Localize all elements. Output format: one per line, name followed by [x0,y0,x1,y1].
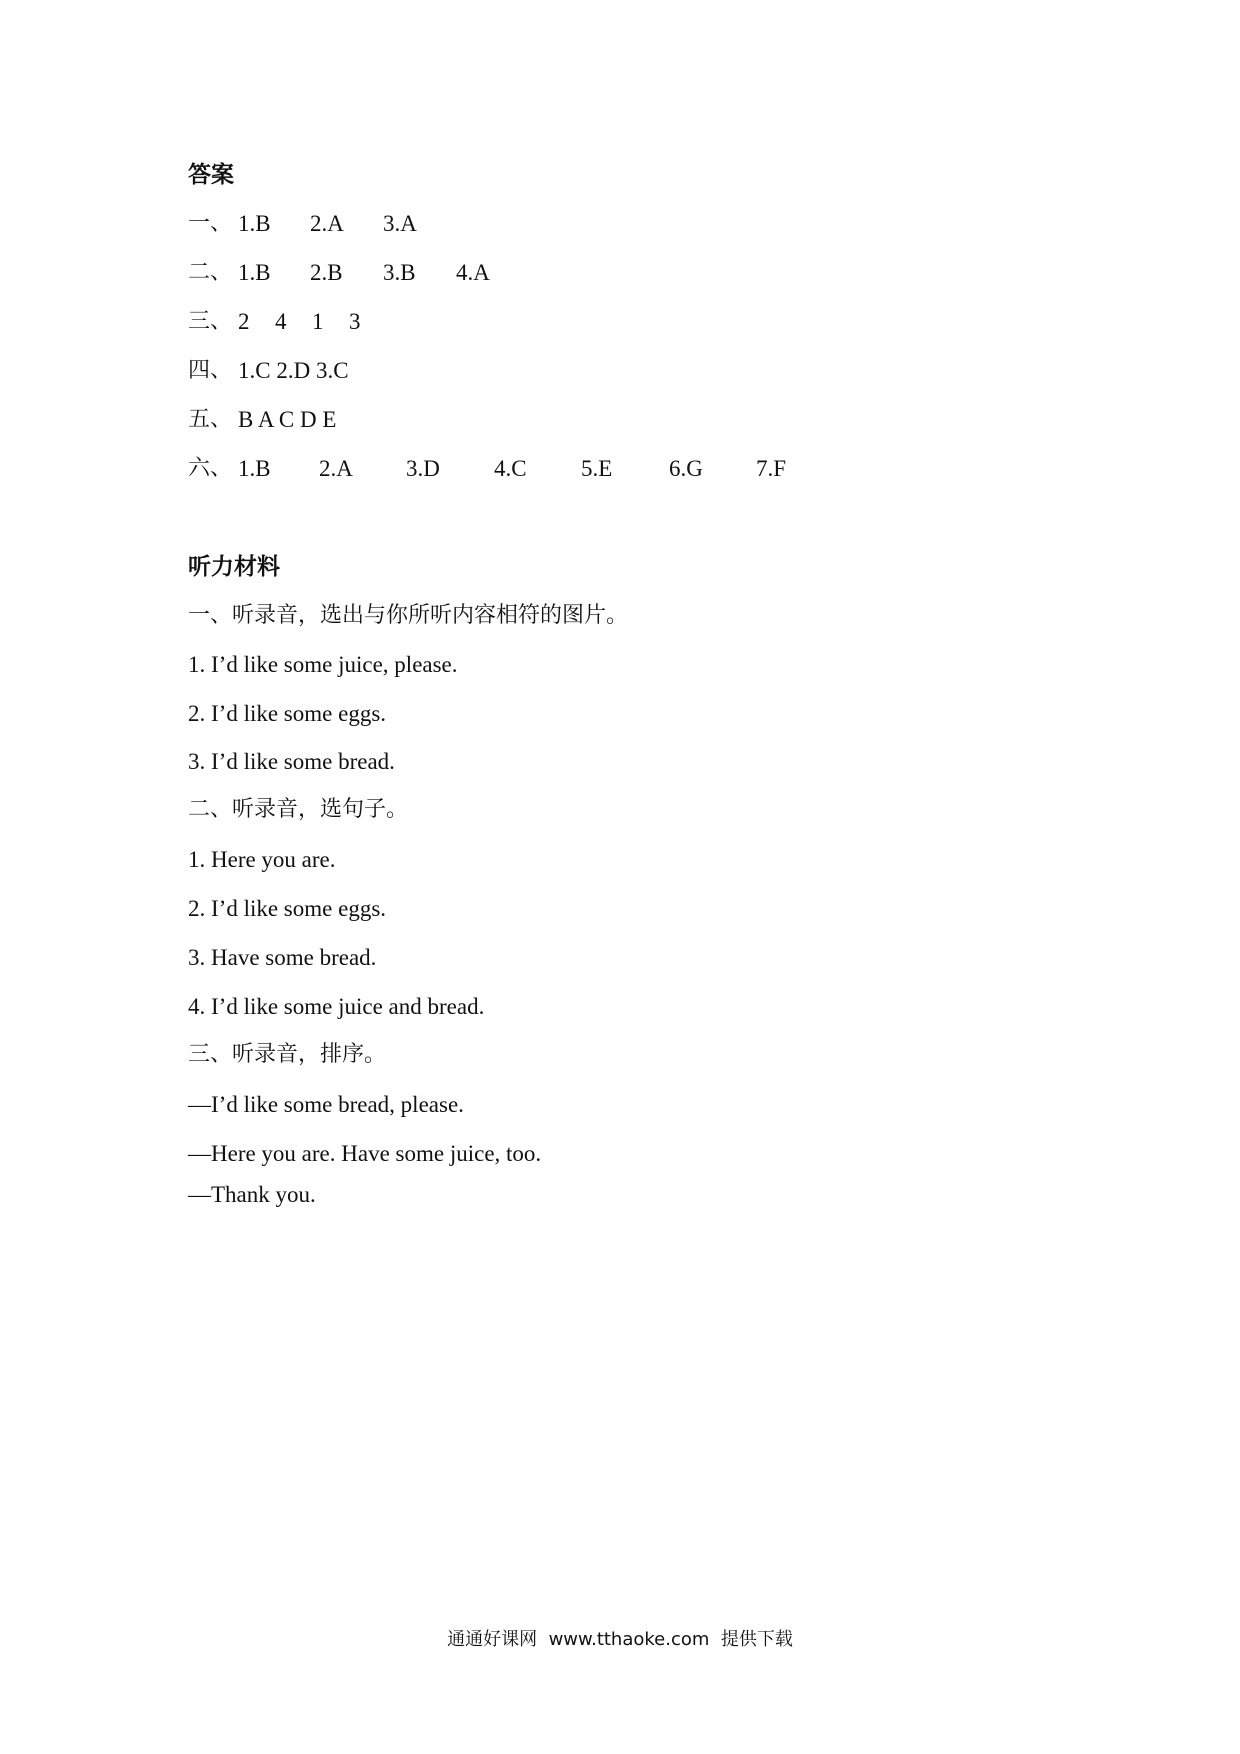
answer-item: 2.B [310,260,343,285]
listening-line: 3. Have some bread. [188,945,377,970]
dialogue-line: —I’d like some bread, please. [188,1092,464,1117]
answer-item: B A C D E [238,407,337,432]
answer-item: 2 [238,309,250,334]
listening-title: 听力材料 [188,554,280,580]
answer-row-prefix: 三、 [188,309,233,334]
answer-item: 3.A [383,211,417,236]
section-heading: 一、听录音，选出与你所听内容相符的图片。 [188,603,629,628]
answer-item: 1.B [238,260,271,285]
answer-item: 1.C 2.D 3.C [238,358,349,383]
answer-item: 3.D [406,456,440,481]
answer-row-prefix: 二、 [188,260,233,285]
answer-row-prefix: 六、 [188,456,233,481]
answer-item: 5.E [581,456,613,481]
answer-item: 4 [275,309,287,334]
answer-item: 7.F [756,456,787,481]
answer-item: 3 [349,309,361,334]
answer-item: 4.C [494,456,527,481]
dialogue-line: —Thank you. [188,1182,316,1207]
answers-title: 答案 [188,162,234,188]
listening-line: 3. I’d like some bread. [188,749,395,774]
section-heading: 三、听录音，排序。 [188,1042,387,1067]
dialogue-line: —Here you are. Have some juice, too. [188,1141,542,1166]
answer-item: 4.A [456,260,490,285]
footer-source-text: 通通好课网 www.tthaoke.com 提供下载 [447,1629,793,1650]
section-heading: 二、听录音，选句子。 [188,797,409,822]
listening-line: 1. I’d like some juice, please. [188,652,458,677]
answer-row-prefix: 五、 [188,407,233,432]
answer-item: 2.A [319,456,353,481]
listening-line: 2. I’d like some eggs. [188,896,387,921]
answer-item: 6.G [669,456,703,481]
answer-item: 1.B [238,456,271,481]
answer-row-prefix: 四、 [188,358,233,383]
answer-item: 1.B [238,211,271,236]
listening-line: 1. Here you are. [188,847,336,872]
listening-line: 2. I’d like some eggs. [188,701,387,726]
answer-item: 2.A [310,211,344,236]
answer-item: 3.B [383,260,416,285]
answer-row-prefix: 一、 [188,211,233,236]
listening-line: 4. I’d like some juice and bread. [188,994,485,1019]
answer-item: 1 [312,309,324,334]
